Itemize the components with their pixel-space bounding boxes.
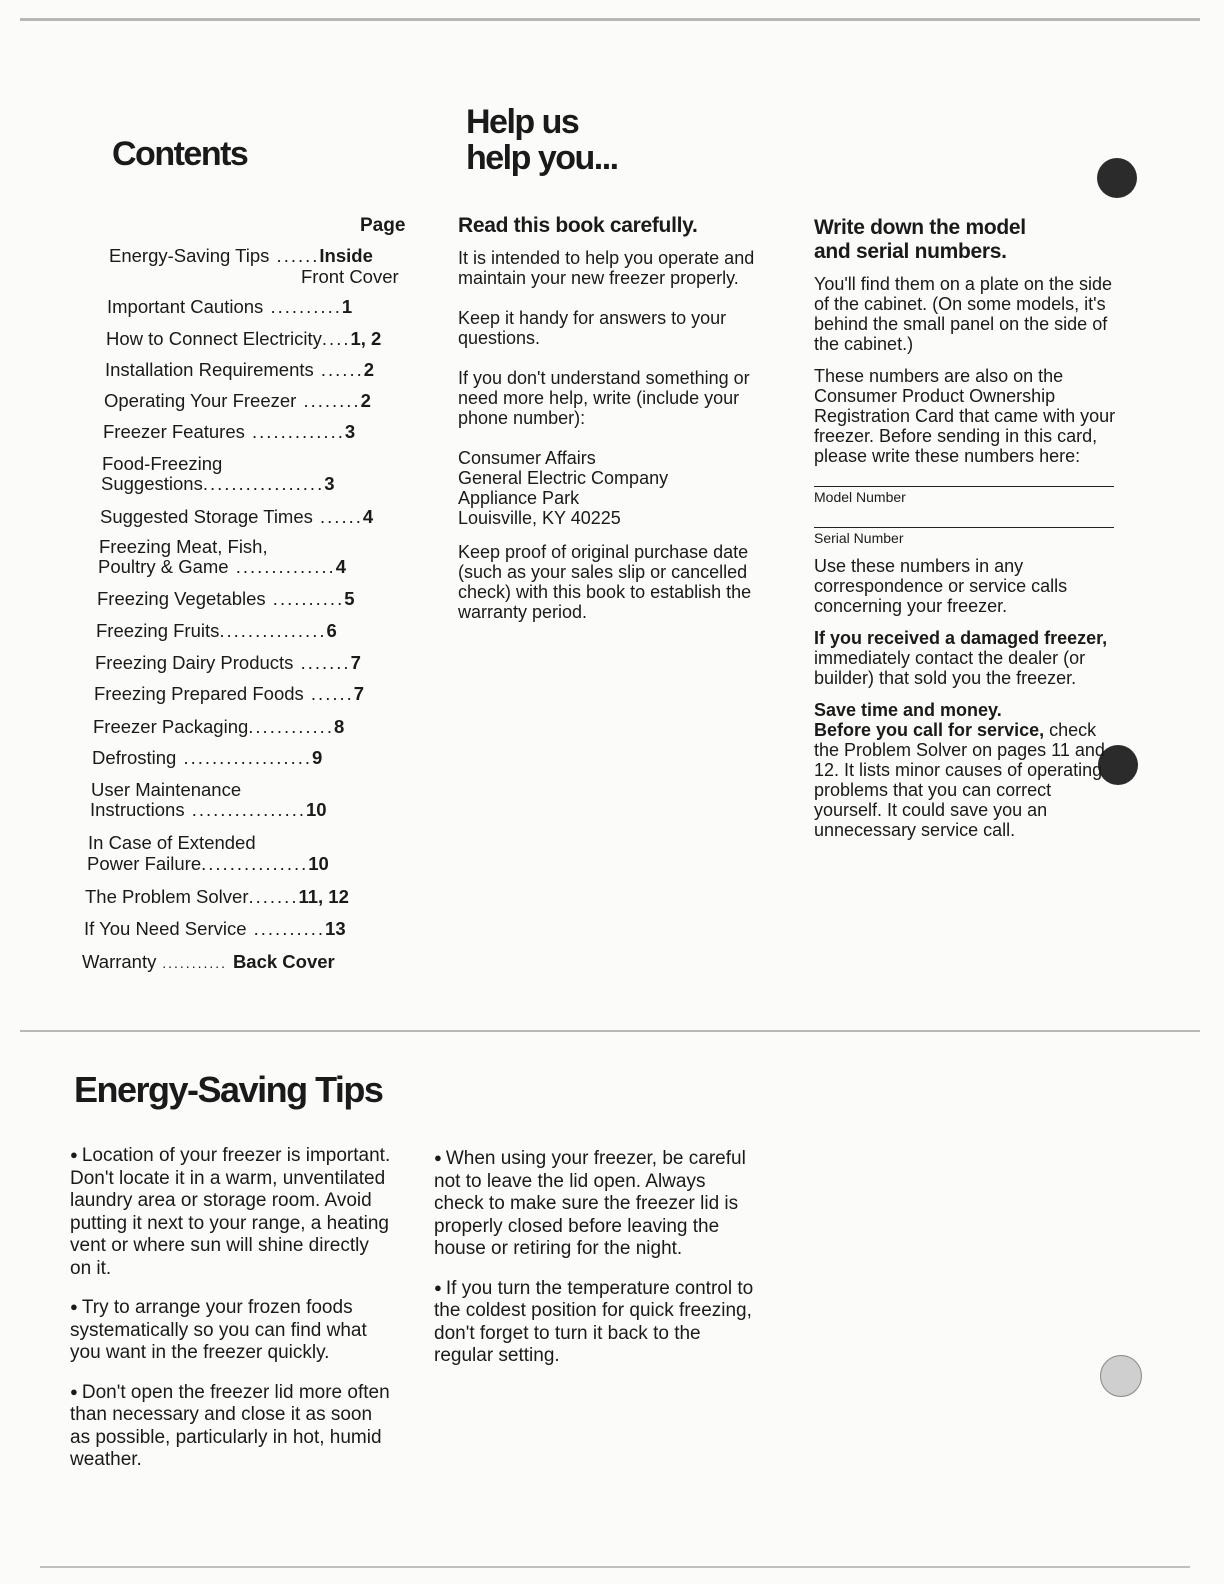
write-paragraph: These numbers are also on the Consumer Product Ownership Registration Card that came with your freezer. Before sending in this card, please write these numbers here: — [814, 366, 1116, 466]
toc-entry[interactable]: Freezing Vegetables ..........5 — [97, 588, 355, 609]
tips-right-column — [434, 1147, 756, 1384]
read-book-column — [458, 214, 758, 642]
address-line: General Electric Company — [458, 468, 669, 488]
bullet-icon: ● — [70, 1147, 78, 1162]
toc-entry[interactable]: Suggestions.................3 — [101, 473, 335, 494]
toc-entry-page: Front Cover — [301, 266, 399, 287]
fold-rule — [20, 1030, 1200, 1032]
model-number-label: Model Number — [814, 489, 906, 505]
read-paragraph: It is intended to help you operate and maintain your new freezer properly. — [458, 248, 755, 288]
bullet-icon: ● — [434, 1150, 442, 1165]
write-paragraph: You'll find them on a plate on the side of the cabinet. (On some models, it's behind the small panel on the side of the cabinet.) — [814, 274, 1112, 354]
toc-entry[interactable]: The Problem Solver.......11, 12 — [85, 886, 349, 907]
address-line: Appliance Park — [458, 488, 580, 508]
bullet-icon: ● — [70, 1383, 78, 1399]
tip-item: ● Don't open the freezer lid more often than necessary and close it as soon as possible, particularly in hot, humid weather. — [70, 1381, 390, 1470]
toc-entry[interactable]: Installation Requirements ......2 — [105, 359, 375, 380]
toc-entry[interactable]: Food-Freezing — [102, 453, 223, 474]
toc-entry[interactable]: Instructions ................10 — [90, 799, 327, 820]
write-heading-line2: and serial numbers. — [814, 240, 1007, 263]
bullet-icon: ● — [70, 1299, 78, 1314]
read-paragraph: Keep proof of original purchase date (such as your sales slip or cancelled check) with this book to establish the warranty period. — [458, 542, 752, 622]
toc-entry[interactable]: In Case of Extended — [88, 832, 256, 853]
toc-entry[interactable]: Power Failure...............10 — [87, 853, 329, 874]
toc-entry[interactable]: User Maintenance — [91, 779, 242, 800]
toc-entry[interactable]: Important Cautions ..........1 — [107, 296, 353, 317]
toc-entry[interactable]: Freezer Features .............3 — [103, 421, 356, 442]
save-paragraph: Save time and money. Before you call for service, check the Problem Solver on pages 11 and 12. It lists minor causes of operating problems that you can correct yourself. It could save you an unnecessary service call. — [814, 700, 1105, 840]
toc-entry[interactable]: Freezing Meat, Fish, — [99, 536, 268, 557]
toc-entry[interactable]: Freezing Dairy Products .......7 — [95, 652, 361, 673]
help-title-line1: Help us — [466, 103, 579, 141]
toc-entry[interactable]: Poultry & Game ..............4 — [98, 556, 346, 577]
tip-item: ● If you turn the temperature control to the coldest position for quick freezing, don't forget to turn it back to the regular setting. — [434, 1277, 754, 1366]
damaged-paragraph: If you received a damaged freezer, immediately contact the dealer (or builder) that sold you the freezer. — [814, 628, 1108, 688]
toc-entry[interactable]: How to Connect Electricity....1, 2 — [106, 328, 382, 349]
address-line: Louisville, KY 40225 — [458, 508, 621, 528]
toc-entry[interactable]: If You Need Service ..........13 — [84, 918, 346, 939]
address-line: Consumer Affairs — [458, 448, 596, 468]
toc-page-label: Page — [360, 215, 406, 236]
binder-hole-icon — [1100, 1355, 1142, 1397]
toc-entry[interactable]: Freezer Packaging............8 — [93, 716, 345, 737]
bullet-icon: ● — [434, 1279, 442, 1295]
toc-entry[interactable]: Freezing Fruits...............6 — [96, 620, 337, 641]
toc-entry[interactable]: Operating Your Freezer ........2 — [104, 390, 371, 411]
toc-entry[interactable]: Defrosting ..................9 — [92, 747, 323, 768]
read-paragraph: Keep it handy for answers to your questions. — [458, 308, 727, 348]
toc-entry[interactable]: Warranty ........... Back Cover — [82, 951, 335, 972]
serial-number-label: Serial Number — [814, 530, 904, 546]
write-paragraph: Use these numbers in any correspondence or service calls concerning your freezer. — [814, 556, 1068, 616]
tip-item: ● Location of your freezer is important. Don't locate it in a warm, unventilated laundry area or storage room. Avoid putting it next to your range, a heating vent or where sun will shine directly on it. — [70, 1145, 391, 1279]
read-paragraph: If you don't understand something or need more help, write (include your phone number): — [458, 368, 750, 428]
help-title-line2: help you... — [466, 139, 618, 177]
contents-title: Contents — [112, 135, 248, 173]
write-heading-line1: Write down the model — [814, 216, 1026, 239]
toc-entry[interactable]: Energy-Saving Tips ......Inside — [109, 245, 373, 266]
top-rule — [20, 18, 1200, 21]
energy-title: Energy-Saving Tips — [74, 1069, 383, 1110]
toc-entry[interactable]: Freezing Prepared Foods ......7 — [94, 683, 365, 704]
tip-item: ● Try to arrange your frozen foods systematically so you can find what you want in the freezer quickly. — [70, 1297, 367, 1363]
tip-item: ● When using your freezer, be careful not to leave the lid open. Always check to make sure the freezer lid is properly closed before leaving the house or retiring for the night. — [434, 1148, 746, 1259]
address-block — [458, 448, 758, 528]
serial-column — [814, 216, 1116, 860]
bottom-rule — [40, 1566, 1190, 1568]
toc-entry[interactable]: Suggested Storage Times ......4 — [100, 506, 374, 527]
read-heading: Read this book carefully. — [458, 214, 698, 237]
tips-left-column — [70, 1144, 392, 1488]
binder-hole-icon — [1097, 158, 1137, 198]
